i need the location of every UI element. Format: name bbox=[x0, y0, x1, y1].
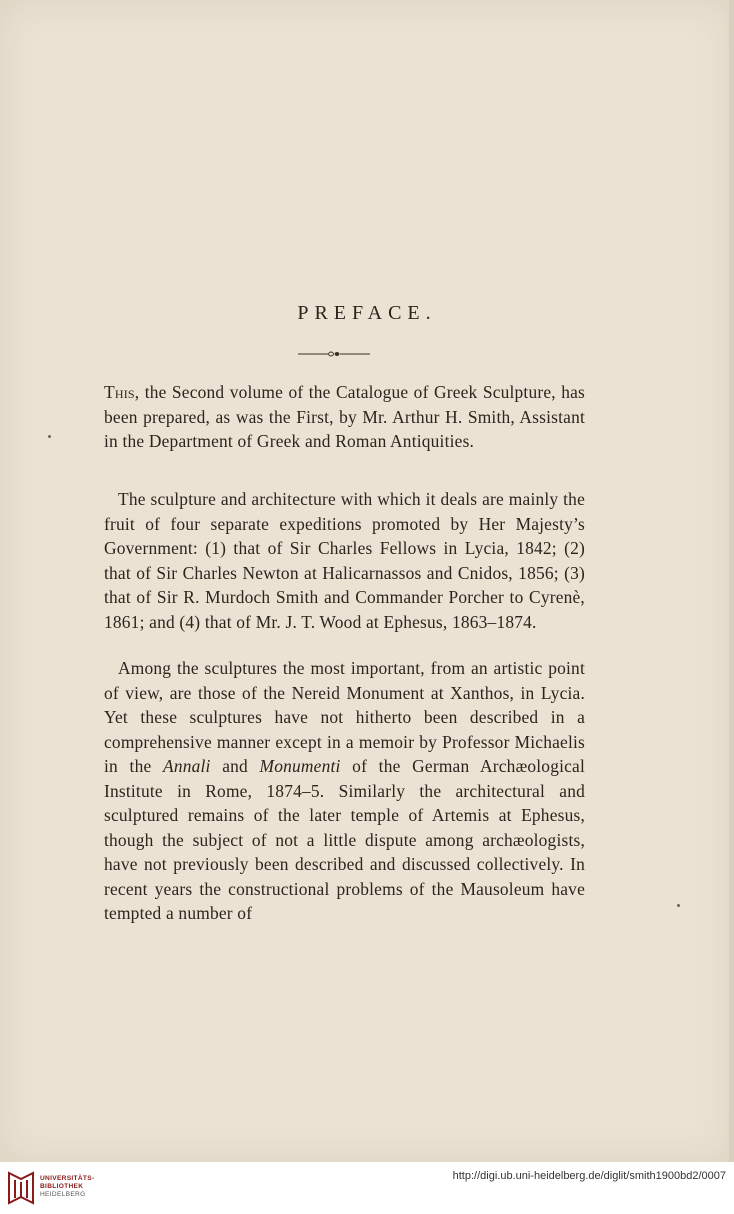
italic-annali: Annali bbox=[163, 756, 211, 776]
paragraph-lead-word: This, bbox=[104, 382, 140, 402]
paragraph-3-text-b: and bbox=[210, 756, 260, 776]
paragraph-1-text: the Second volume of the Catalogue of Greek Sculpture, has been prepared, as was the First, by Mr. Arthur H. Smith, Assistant in the Department of Greek and Roman Antiquities. bbox=[104, 382, 585, 451]
page-title: PREFACE. bbox=[297, 302, 437, 324]
permalink-url[interactable]: http://digi.ub.uni-heidelberg.de/diglit/smith1900bd2/0007 bbox=[452, 1170, 726, 1182]
paragraph-3-text-c: of the German Archæological Institute in Rome, 1874–5. Similarly the architectural and sculptured remains of the later temple of Artemis at Ephesus, though the subject of not a little dispute among archæologists, have not previously been described and discussed collectively. In recent years the constructional problems of the Mausoleum have tempted a number of bbox=[104, 756, 585, 923]
library-name-line-1: UNIVERSITÄTS- bbox=[40, 1175, 95, 1182]
library-name-line-3: HEIDELBERG bbox=[40, 1191, 86, 1198]
ornament-divider bbox=[298, 349, 370, 359]
footer-bar bbox=[0, 1162, 734, 1214]
library-name-line-2: BIBLIOTHEK bbox=[40, 1183, 84, 1190]
heidelberg-library-logo-icon bbox=[6, 1170, 36, 1206]
library-name bbox=[40, 1175, 94, 1199]
paragraph-2: The sculpture and architecture with which it deals are mainly the fruit of four separate expeditions promoted by Her Majesty’s Government: (1) that of Sir Charles Fellows in Lycia, 1842; (2) that of Sir Charles Newton at Halicarnassos and Cnidos, 1856; (3) that of Sir R. Murdoch Smith and Commander Porcher to Cyrenè, 1861; and (4) that of Mr. J. T. Wood at Ephesus, 1863–1874. bbox=[104, 489, 585, 632]
paragraph-3-text-a: Among the sculptures the most important, from an artistic point of view, are those of the Nereid Monument at Xanthos, in Lycia. Yet these sculptures have not hitherto been described in a comprehensive manner except in a memoir by Professor Michaelis in the bbox=[104, 658, 585, 776]
paper-fleck bbox=[677, 904, 680, 907]
paragraph-1 bbox=[104, 380, 585, 454]
paragraph-3 bbox=[104, 656, 585, 926]
italic-monumenti: Monumenti bbox=[259, 756, 341, 776]
paper-fleck bbox=[48, 435, 51, 438]
